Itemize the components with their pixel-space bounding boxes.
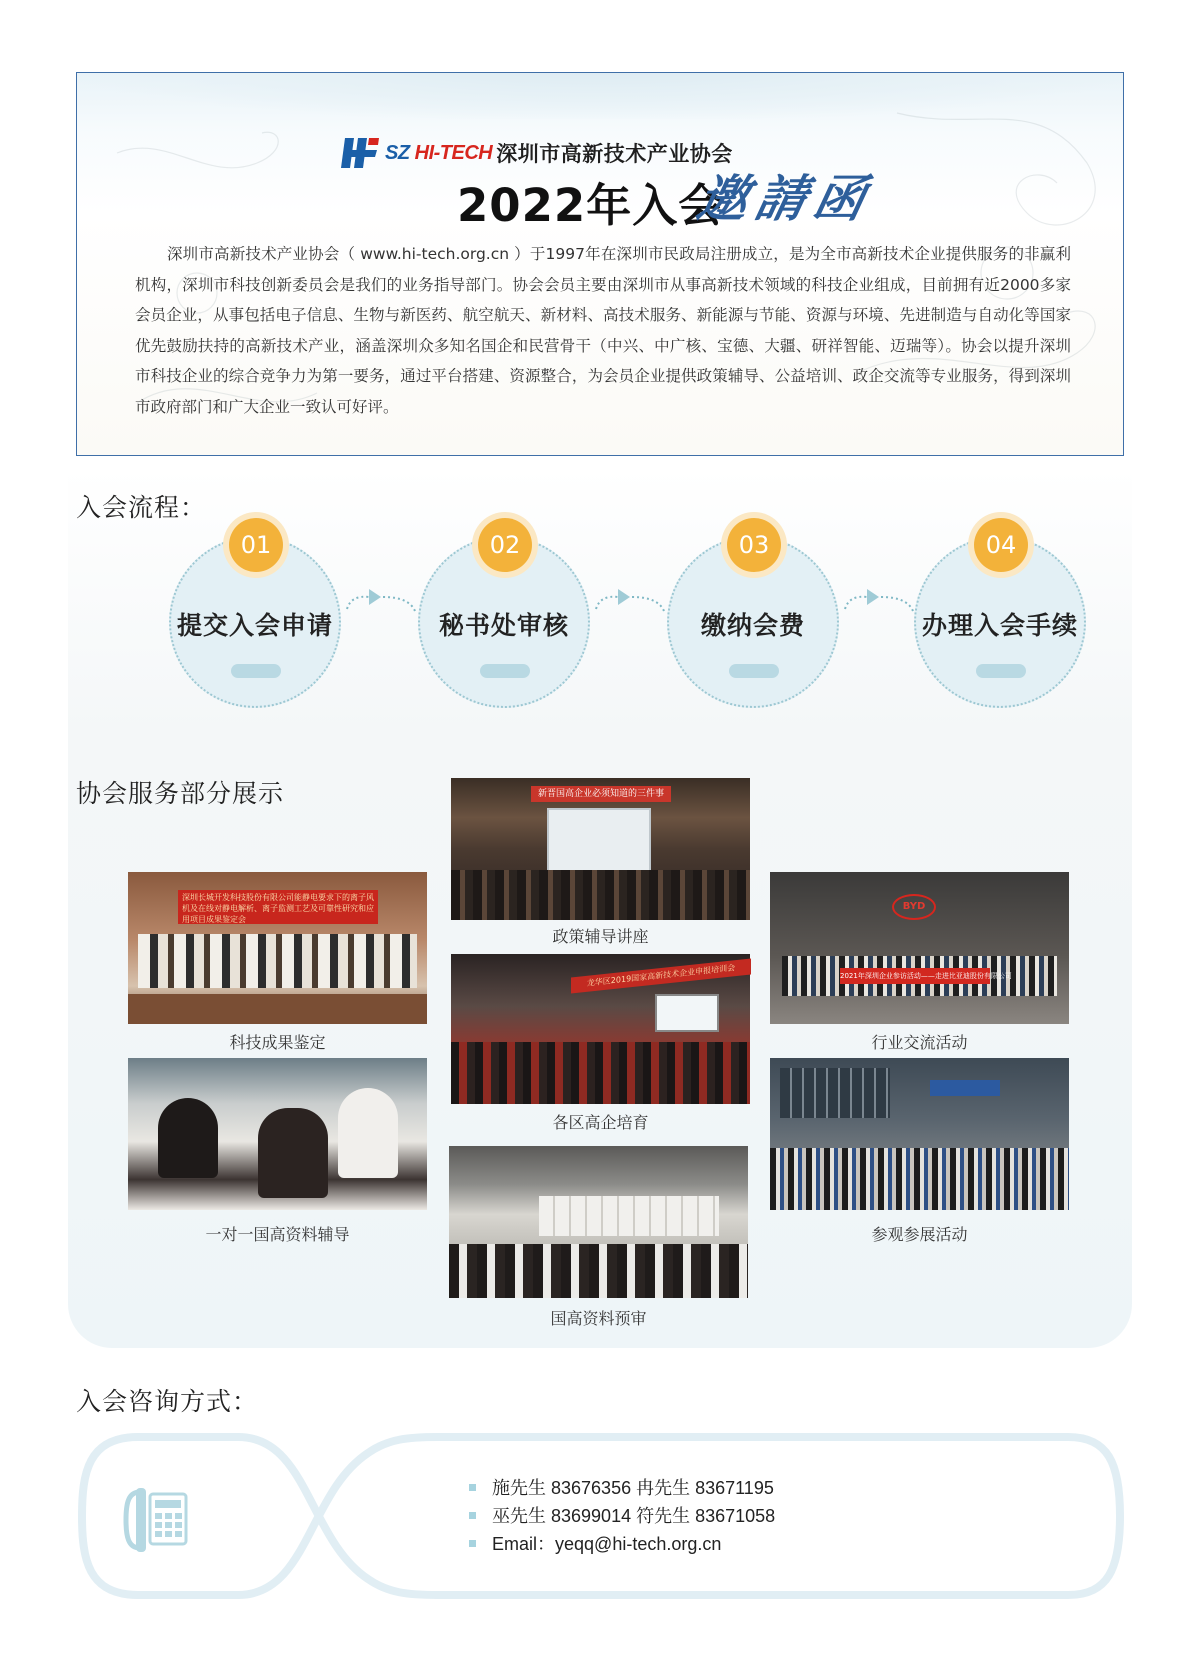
intro-box bbox=[76, 72, 1124, 456]
caption-district-training: 各区高企培育 bbox=[552, 1113, 649, 1132]
person bbox=[158, 1098, 218, 1178]
building-sign bbox=[930, 1080, 1000, 1096]
building-glass bbox=[780, 1068, 890, 1118]
people-group bbox=[138, 934, 417, 988]
contact-line-2: 巫先生 83699014 符先生 83671058 bbox=[492, 1506, 776, 1526]
logo-english bbox=[385, 142, 492, 165]
projection-screen bbox=[655, 994, 719, 1032]
bullet-icon bbox=[469, 1484, 476, 1491]
step-label: 提交入会申请 bbox=[176, 611, 333, 640]
photo-policy-lecture bbox=[451, 778, 750, 920]
caption-policy-lecture: 政策辅导讲座 bbox=[552, 927, 649, 946]
caption-industry-exchange: 行业交流活动 bbox=[871, 1033, 968, 1052]
step-number: 01 bbox=[229, 518, 283, 572]
caption-document-review: 国高资料预审 bbox=[550, 1309, 647, 1328]
telephone-icon bbox=[122, 1484, 190, 1556]
process-step-2 bbox=[418, 531, 590, 708]
bullet-icon bbox=[469, 1512, 476, 1519]
step-label: 办理入会手续 bbox=[921, 611, 1078, 640]
step-number: 04 bbox=[974, 518, 1028, 572]
photo-one-on-one bbox=[128, 1058, 427, 1210]
services-title: 协会服务部分展示 bbox=[76, 779, 285, 808]
people-group bbox=[449, 1244, 748, 1298]
document-stacks bbox=[539, 1196, 719, 1236]
step-pill bbox=[729, 664, 779, 678]
logo-en-sz: SZ bbox=[385, 141, 415, 164]
person bbox=[338, 1088, 398, 1178]
intro-paragraph: 深圳市高新技术产业协会（ www.hi-tech.org.cn ）于1997年在深圳市民政局注册成立，是为全市高新技术企业提供服务的非赢利机构，深圳市科技创新委员会是我们的业务指导部门。协会会员主要由深圳市从事高新技术领域的科技企业组成，目前拥有近2000多家会员企业，从事包括电子信息、生物与新医药、航空航天、新材料、高技术服务、新能源与节能、资源与环境、先进制造与自动化等国家优先鼓励扶持的高新技术产业，涵盖深圳众多知名国企和民营骨干（中兴、中广核、宝德、大疆、研祥智能、迈瑞等）。协会以提升深圳市科技企业的综合竞争力为第一要务，通过平台搭建、资源整合，为会员企业提供政策辅导、公益培训、政企交流等专业服务，得到深圳市政府部门和广大企业一致认可好评。 bbox=[135, 245, 1071, 416]
people-group bbox=[770, 1148, 1069, 1210]
process-step-1 bbox=[169, 531, 341, 708]
process-step-3 bbox=[667, 531, 839, 708]
lecture-banner: 新晋国高企业必须知道的三件事 bbox=[531, 786, 671, 802]
exchange-banner: 2021年深圳企业参访活动——走进比亚迪股份有限公司 bbox=[840, 968, 990, 984]
person bbox=[258, 1108, 328, 1198]
step-pill bbox=[231, 664, 281, 678]
contact-email[interactable]: Email：yeqq@hi-tech.org.cn bbox=[492, 1534, 722, 1554]
org-name: 深圳市高新技术产业协会 bbox=[496, 142, 733, 166]
logo-en-hitech: HI-TECH bbox=[414, 141, 493, 164]
calligraphy-title: 邀請函 bbox=[691, 169, 879, 228]
projection-screen bbox=[547, 808, 651, 872]
process-step-4 bbox=[914, 531, 1086, 708]
step-pill bbox=[976, 664, 1026, 678]
step-label: 缴纳会费 bbox=[700, 611, 805, 640]
photo-document-review bbox=[449, 1146, 748, 1298]
audience bbox=[451, 1042, 750, 1104]
step-label: 秘书处审核 bbox=[438, 611, 569, 640]
training-banner: 龙华区2019国家高新技术企业申报培训会 bbox=[571, 959, 751, 994]
photo-tech-appraisal bbox=[128, 872, 427, 1024]
audience bbox=[451, 870, 750, 920]
caption-exhibition-visit: 参观参展活动 bbox=[871, 1225, 968, 1244]
step-pill bbox=[480, 664, 530, 678]
org-logo bbox=[339, 133, 733, 173]
hi-tech-logo-icon bbox=[339, 136, 379, 170]
bullet-icon bbox=[469, 1540, 476, 1547]
appraisal-banner: 深圳长城开发科技股份有限公司能静电要求下的离子风机及在线对静电解析、离子监测工艺及可靠性研究和应用项目成果鉴定会 bbox=[178, 890, 378, 924]
step-number: 02 bbox=[478, 518, 532, 572]
photo-industry-exchange bbox=[770, 872, 1069, 1024]
contact-line-1: 施先生 83676356 冉先生 83671195 bbox=[492, 1478, 774, 1498]
photo-exhibition-visit bbox=[770, 1058, 1069, 1210]
page-title: 2022年入会 bbox=[457, 179, 725, 232]
caption-tech-appraisal: 科技成果鉴定 bbox=[229, 1033, 326, 1052]
byd-logo: BYD bbox=[892, 894, 936, 920]
photo-district-training bbox=[451, 954, 750, 1104]
step-number: 03 bbox=[727, 518, 781, 572]
caption-one-on-one: 一对一国高资料辅导 bbox=[205, 1225, 350, 1244]
contact-title: 入会咨询方式： bbox=[76, 1387, 259, 1416]
process-title: 入会流程： bbox=[76, 493, 207, 522]
conference-table bbox=[128, 994, 427, 1024]
